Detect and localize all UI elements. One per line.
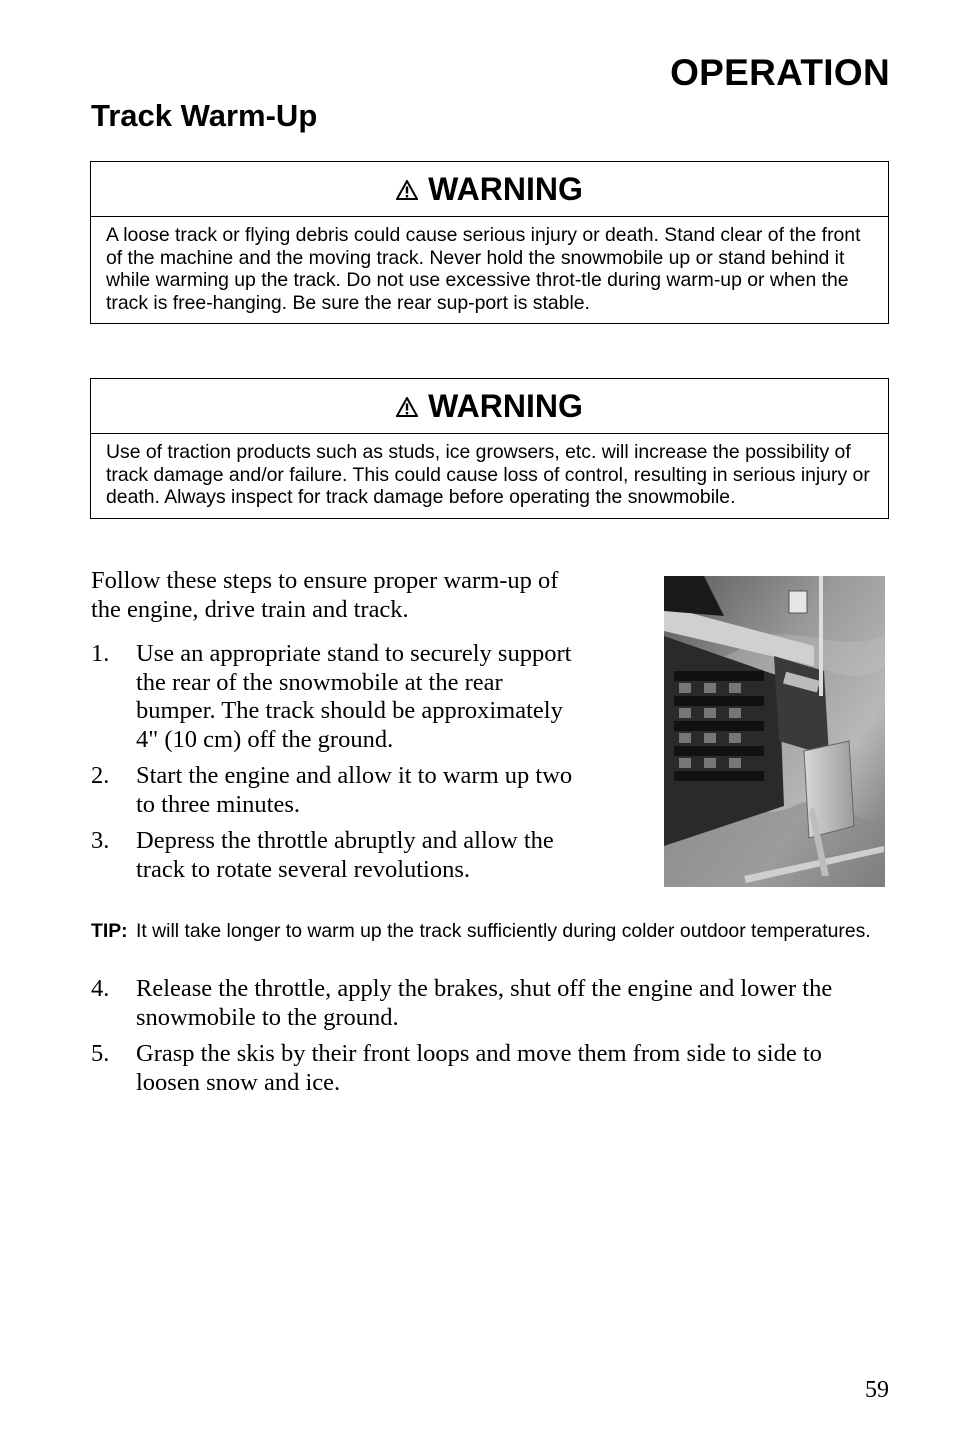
warning-text: Use of traction products such as studs, ice growsers, etc. will increase the possibility of track damage and/or failure. This could cause loss of control, resulting in serious injury or death. Always inspect for track damage before operating the snowmobile. xyxy=(106,441,870,508)
step-number: 3. xyxy=(91,827,110,854)
page-number: 59 xyxy=(865,1377,889,1403)
step-number: 4. xyxy=(91,975,110,1002)
snowmobile-on-stand-photo xyxy=(664,576,885,887)
section-title: Track Warm-Up xyxy=(91,98,318,133)
tip-text: It will take longer to warm up the track sufficiently during colder outdoor temperatures. xyxy=(136,920,871,942)
warning-triangle-icon xyxy=(396,397,418,417)
list-item xyxy=(91,640,586,754)
warning-header xyxy=(91,162,888,217)
warning-box-1 xyxy=(90,161,889,324)
step-text: Use an appropriate stand to securely support the rear of the snowmobile at the rear bumper. The track should be approximately 4" (10 cm) off the ground. xyxy=(136,640,572,753)
warning-header xyxy=(91,379,888,434)
warning-box-2 xyxy=(90,378,889,519)
step-number: 1. xyxy=(91,640,110,667)
warning-title: WARNING xyxy=(428,170,583,207)
step-text: Start the engine and allow it to warm up two to three minutes. xyxy=(136,762,573,818)
list-item xyxy=(91,827,586,884)
warning-text: A loose track or flying debris could cause serious injury or death. Stand clear of the front of the machine and the moving track. Never hold the snowmobile up or stand behind it while warming up the track. Do not use excessive throt-tle during warm-up or when the track is free-hanging. Be sure the rear sup-port is stable. xyxy=(106,224,861,314)
warning-title: WARNING xyxy=(428,387,583,424)
step-text: Release the throttle, apply the brakes, shut off the engine and lower the snowmobile to the ground. xyxy=(136,975,833,1031)
step-text: Grasp the skis by their front loops and move them from side to side to loosen snow and ice. xyxy=(136,1040,822,1096)
list-item xyxy=(91,975,891,1032)
list-item xyxy=(91,1040,891,1097)
chapter-title: OPERATION xyxy=(670,52,890,93)
tip-note xyxy=(91,920,891,943)
tip-label: TIP: xyxy=(91,920,128,942)
list-item xyxy=(91,762,586,819)
step-number: 5. xyxy=(91,1040,110,1067)
warning-triangle-icon xyxy=(396,180,418,200)
intro-paragraph: Follow these steps to ensure proper warm-up of the engine, drive train and track. xyxy=(91,567,559,623)
step-number: 2. xyxy=(91,762,110,789)
steps-list-bottom xyxy=(91,975,891,1105)
steps-list-top xyxy=(91,640,586,892)
step-text: Depress the throttle abruptly and allow the track to rotate several revolutions. xyxy=(136,827,554,883)
